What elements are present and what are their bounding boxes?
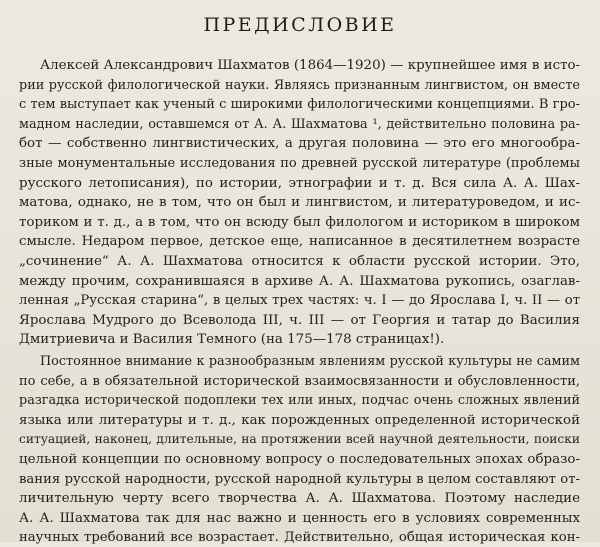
text-line: А. А. Шахматова так для нас важно и ценность его в условиях современных bbox=[19, 510, 580, 526]
text-line: вания русской народности, русской народной культуры в целом составляют от- bbox=[19, 471, 580, 487]
text-line: ленная „Русская старина“, в целых трех частях: ч. I — до Ярослава I, ч. II — от bbox=[19, 293, 580, 309]
text-line: бот — собственно лингвистических, а другая половина — это его многообра- bbox=[19, 136, 580, 152]
text-line: зные монументальные исследования по древней русской литературе (проблемы bbox=[19, 156, 580, 171]
text-line: с тем выступает как ученый с широкими филологическими концепциями. В гро- bbox=[19, 97, 580, 113]
text-line: языка или литературы и т. д., как порожденных определенной исторической bbox=[19, 412, 580, 428]
text-line: по себе, а в обязательной исторической взаимосвязанности и обусловленности, bbox=[19, 373, 580, 389]
text-line: „сочинение“ А. А. Шахматова относится к области русской истории. Это, bbox=[19, 254, 580, 269]
text-line: ситуацией, наконец, длительные, на протяжении всей научной деятельности, поиски bbox=[19, 432, 580, 447]
text-line: русского летописания), по истории, этнографии и т. д. Вся сила А. А. Шах- bbox=[19, 175, 580, 191]
text-line: научных требований все возрастает. Действительно, общая историческая кон- bbox=[19, 530, 580, 546]
text-line: Алексей Александрович Шахматов (1864—1920) — крупнейшее имя в исто- bbox=[40, 58, 581, 73]
text-line: рии русской филологической науки. Являясь признанным лингвистом, он вместе bbox=[19, 77, 580, 93]
text-line: ториком и т. д., а в том, что он всюду был филологом и историком в широком bbox=[19, 214, 580, 230]
text-line: между прочим, сохранившаяся в архиве А. А. Шахматова рукопись, озаглав- bbox=[19, 273, 580, 289]
text-line: мадном наследии, оставшемся от А. А. Шахматова ¹, действительно половина ра- bbox=[19, 116, 580, 132]
text-line: личительную черту всего творчества А. А. Шахматова. Поэтому наследие bbox=[19, 491, 580, 507]
text-line: Ярослава Мудрого до Всеволода III, ч. III — от Георгия и татар до Василия bbox=[19, 312, 580, 328]
text-line: разгадка исторической подоплеки тех или иных, подчас очень сложных явлений bbox=[19, 393, 580, 409]
page-title: ПРЕДИСЛОВИЕ bbox=[203, 14, 397, 36]
text-line: цельной концепции по основному вопросу о последовательных эпохах образо- bbox=[19, 452, 580, 467]
text-line: Дмитриевича и Василия Темного (на 175—178 страницах!). bbox=[19, 332, 445, 348]
text-line: матова, однако, не в том, что он был и лингвистом, и литературоведом, и ис- bbox=[19, 195, 580, 211]
text-line: смысле. Недаром первое, детское еще, написанное в десятилетнем возрасте bbox=[19, 234, 580, 250]
text-line: Постоянное внимание к разнообразным явлениям русской культуры не самим bbox=[40, 354, 580, 369]
